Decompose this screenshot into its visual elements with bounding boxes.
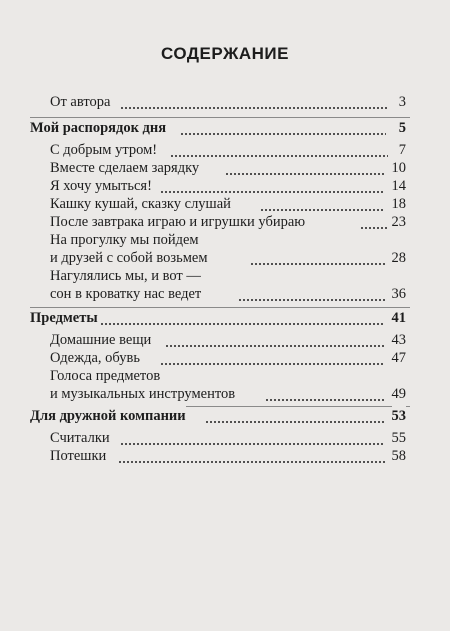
toc-entry-label: Вместе сделаем зарядку bbox=[50, 160, 200, 176]
dot-leader bbox=[160, 176, 385, 196]
dot-leader bbox=[260, 194, 385, 214]
toc-entry bbox=[0, 248, 450, 268]
toc-entry-label: Считалки bbox=[50, 430, 110, 446]
page-title: СОДЕРЖАНИЕ bbox=[161, 44, 289, 63]
toc-entry bbox=[0, 176, 450, 196]
dot-leader bbox=[120, 92, 388, 112]
dot-leader bbox=[118, 446, 385, 466]
toc-entry bbox=[0, 194, 450, 214]
toc-entry-page: 41 bbox=[391, 310, 406, 326]
toc-entry-page: 28 bbox=[391, 250, 406, 266]
toc-entry-label-line1: На прогулку мы пойдем bbox=[50, 232, 199, 248]
toc-entry-label: Одежда, обувь bbox=[50, 350, 140, 366]
dot-leader bbox=[100, 308, 385, 328]
toc-entry-page: 7 bbox=[398, 142, 406, 158]
dot-leader bbox=[120, 428, 385, 448]
toc-entry-label-line1: Нагулялись мы, и вот — bbox=[50, 268, 201, 284]
dot-leader bbox=[170, 140, 388, 160]
toc-entry bbox=[0, 284, 450, 304]
toc-entry bbox=[0, 92, 450, 112]
toc-entry-label: Потешки bbox=[50, 448, 107, 464]
toc-section-entry bbox=[0, 118, 450, 138]
toc-entry bbox=[0, 212, 450, 232]
toc-entry-label: Кашку кушай, сказку слушай bbox=[50, 196, 231, 212]
toc-entry-label: От автора bbox=[50, 94, 111, 110]
toc-entry-page: 47 bbox=[391, 350, 406, 366]
dot-leader bbox=[265, 384, 385, 404]
toc-entry-label: Предметы bbox=[30, 310, 98, 326]
toc-entry-label: С добрым утром! bbox=[50, 142, 158, 158]
toc-entry-label: Для дружной компании bbox=[30, 408, 186, 424]
toc-entry-label: Мой распорядок дня bbox=[30, 120, 167, 136]
toc-entry-page: 5 bbox=[398, 120, 406, 136]
toc-entry-page: 3 bbox=[398, 94, 406, 110]
toc-entry-page: 55 bbox=[391, 430, 406, 446]
toc-entry-label-line1: Голоса предметов bbox=[50, 368, 161, 384]
dot-leader bbox=[180, 118, 386, 138]
toc-entry-page: 58 bbox=[391, 448, 406, 464]
toc-entry bbox=[0, 428, 450, 448]
dot-leader bbox=[165, 330, 385, 350]
toc-entry bbox=[0, 446, 450, 466]
toc-entry-label: и друзей с собой возьмем bbox=[50, 250, 208, 266]
toc-entry-page: 10 bbox=[391, 160, 406, 176]
dot-leader bbox=[360, 212, 388, 232]
dot-leader bbox=[250, 248, 385, 268]
dot-leader bbox=[205, 406, 385, 426]
toc-entry-page: 43 bbox=[391, 332, 406, 348]
toc-section-entry bbox=[0, 308, 450, 328]
toc-entry-page: 53 bbox=[391, 408, 406, 424]
toc-entry bbox=[0, 158, 450, 178]
toc-entry-page: 49 bbox=[391, 386, 406, 402]
toc-section-entry bbox=[0, 406, 450, 426]
toc-entry-label: и музыкальных инструментов bbox=[50, 386, 236, 402]
toc-entry-label: Я хочу умыться! bbox=[50, 178, 152, 194]
toc-entry-label: сон в кроватку нас ведет bbox=[50, 286, 202, 302]
toc-entry-page: 23 bbox=[391, 214, 406, 230]
toc-entry bbox=[0, 348, 450, 368]
toc-entry-page: 14 bbox=[391, 178, 406, 194]
toc-entry-label: Домашние вещи bbox=[50, 332, 152, 348]
dot-leader bbox=[225, 158, 385, 178]
toc-entry-label: После завтрака играю и игрушки убираю bbox=[50, 214, 306, 230]
dot-leader bbox=[238, 284, 385, 304]
toc-entry-page: 18 bbox=[391, 196, 406, 212]
dot-leader bbox=[160, 348, 385, 368]
toc-entry bbox=[0, 384, 450, 404]
toc-entry bbox=[0, 330, 450, 350]
toc-entry-page: 36 bbox=[391, 286, 406, 302]
toc-entry bbox=[0, 140, 450, 160]
